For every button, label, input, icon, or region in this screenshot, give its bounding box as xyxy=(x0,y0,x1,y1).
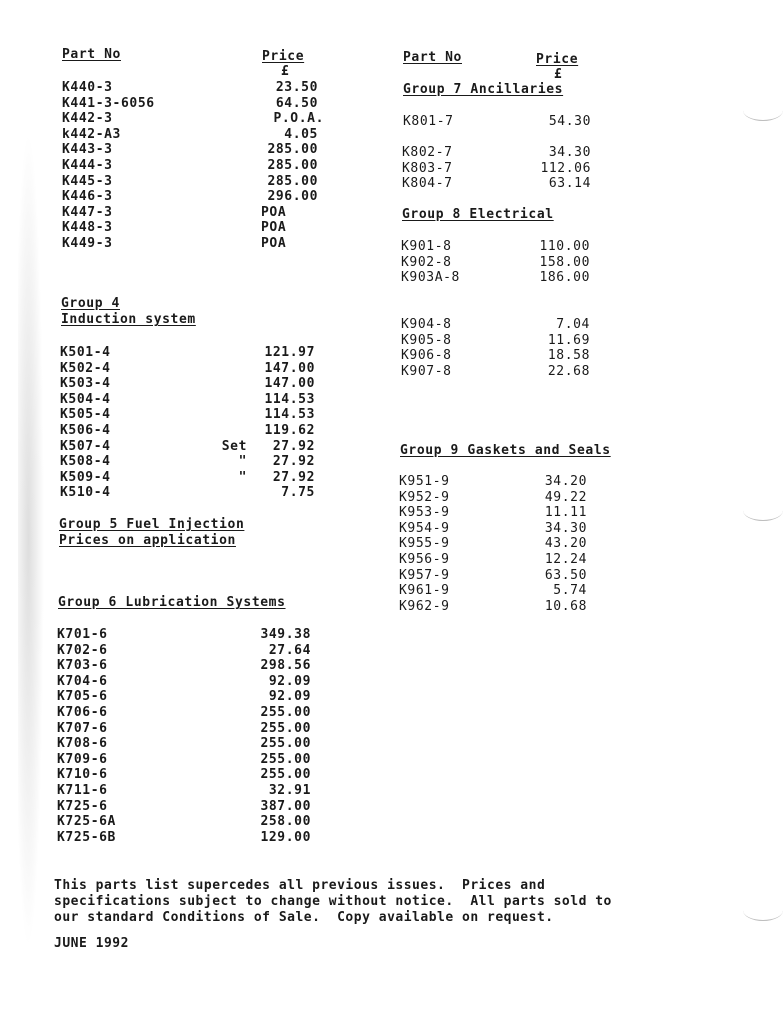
table-row xyxy=(57,674,311,689)
price: 112.06 xyxy=(540,160,591,176)
price: 296.00 xyxy=(267,189,318,205)
part-number: k442-A3 xyxy=(62,126,121,142)
table-row xyxy=(57,689,311,704)
part-number: K708-6 xyxy=(57,736,108,752)
table-row xyxy=(399,490,587,505)
price: 285.00 xyxy=(267,158,318,173)
price: 92.09 xyxy=(268,689,311,705)
part-number: K447-3 xyxy=(62,204,113,220)
table-row xyxy=(60,361,315,376)
price: 158.00 xyxy=(539,254,590,270)
price: POA xyxy=(261,204,287,220)
part-number: K961-9 xyxy=(399,583,450,599)
price: 186.00 xyxy=(539,270,590,286)
price: 110.00 xyxy=(539,239,590,254)
price: 27.92 xyxy=(272,469,315,485)
table-row xyxy=(62,189,318,204)
part-number: K962-9 xyxy=(399,598,450,614)
part-number: K725-6A xyxy=(57,814,116,830)
table-row xyxy=(399,536,587,551)
part-number: K951-9 xyxy=(399,474,450,489)
table-row xyxy=(401,317,590,332)
price: POA xyxy=(261,236,287,251)
table-row xyxy=(57,705,311,720)
part-number: K449-3 xyxy=(62,236,113,251)
part-number: K504-4 xyxy=(60,391,111,407)
table-row xyxy=(60,376,315,391)
table-row xyxy=(60,485,315,500)
price: 34.30 xyxy=(548,145,591,160)
table-row xyxy=(57,783,311,798)
part-number: K445-3 xyxy=(62,173,113,189)
part-number: K804-7 xyxy=(402,176,453,192)
part-number: K510-4 xyxy=(60,485,111,501)
table-row xyxy=(401,348,590,363)
part-number: K711-6 xyxy=(57,783,108,798)
table-row xyxy=(399,552,587,567)
part-number: K505-4 xyxy=(60,407,111,423)
part-number: K801-7 xyxy=(403,114,454,129)
price: 255.00 xyxy=(260,736,311,752)
table-row xyxy=(399,583,587,598)
part-number: K905-8 xyxy=(401,332,452,348)
table-row xyxy=(60,392,315,407)
left-header-part-no: Part No xyxy=(62,47,121,62)
table-row xyxy=(57,799,311,814)
part-number: K710-6 xyxy=(57,767,108,783)
right-header-currency: £ xyxy=(554,67,563,82)
price: 298.56 xyxy=(260,658,311,674)
price: 147.00 xyxy=(264,376,315,392)
table-row xyxy=(57,643,311,658)
part-number: K904-8 xyxy=(401,317,452,332)
table-row xyxy=(401,270,590,285)
part-number: K954-9 xyxy=(399,520,450,536)
table-row xyxy=(399,568,587,583)
part-number: K703-6 xyxy=(57,658,108,674)
price-note: " xyxy=(238,454,247,470)
table-row xyxy=(399,521,587,536)
price: 285.00 xyxy=(267,142,318,158)
price: 7.75 xyxy=(281,485,315,501)
part-number: K725-6B xyxy=(57,829,116,845)
part-number: K444-3 xyxy=(62,158,113,173)
punch-hole-mark xyxy=(743,500,783,521)
table-row xyxy=(57,767,311,782)
scan-shadow xyxy=(0,0,40,1024)
right-header-price: Price xyxy=(536,52,579,67)
part-number: K956-9 xyxy=(399,552,450,567)
price: 23.50 xyxy=(275,80,318,95)
price: 11.69 xyxy=(547,332,590,348)
price: 258.00 xyxy=(260,814,311,830)
group-5-title: Group 5 Fuel Injection xyxy=(59,517,245,532)
price: 121.97 xyxy=(264,345,315,360)
table-row xyxy=(60,407,315,422)
table-row xyxy=(57,814,311,829)
price: 27.64 xyxy=(268,642,311,658)
price: 22.68 xyxy=(547,363,590,379)
part-number: K952-9 xyxy=(399,489,450,505)
part-number: K506-4 xyxy=(60,423,111,438)
part-number: K701-6 xyxy=(57,627,108,642)
price: 387.00 xyxy=(260,798,311,814)
price: 10.68 xyxy=(544,598,587,614)
price: 34.20 xyxy=(544,474,587,489)
part-number: K441-3-6056 xyxy=(62,95,155,111)
part-number: K443-3 xyxy=(62,142,113,158)
table-row xyxy=(62,142,318,157)
group-9-title: Group 9 Gaskets and Seals xyxy=(400,443,611,458)
left-header-price: Price xyxy=(262,49,305,64)
price: 63.50 xyxy=(544,567,587,583)
price: P.O.A. xyxy=(273,111,324,127)
price-note: " xyxy=(238,469,247,485)
price: 49.22 xyxy=(544,489,587,505)
price: 18.58 xyxy=(547,348,590,364)
table-row xyxy=(402,176,591,191)
table-row xyxy=(57,721,311,736)
table-row xyxy=(62,80,318,95)
table-row xyxy=(57,830,311,845)
table-row xyxy=(401,333,590,348)
part-number: K503-4 xyxy=(60,376,111,392)
footer-notice: This parts list supercedes all previous issues. Prices and specifications subject to change without notice. All parts sold to our standard Conditions of Sale. Copy available on request. xyxy=(54,878,612,925)
group-5-note: Prices on application xyxy=(59,533,236,548)
price: 64.50 xyxy=(275,95,318,111)
table-row xyxy=(62,205,318,220)
part-number: K442-3 xyxy=(62,111,113,127)
table-row xyxy=(62,96,318,111)
table-row xyxy=(401,364,590,379)
table-row xyxy=(401,255,590,270)
part-number: K955-9 xyxy=(399,536,450,552)
group-8-title: Group 8 Electrical xyxy=(402,207,554,222)
price: 32.91 xyxy=(268,783,311,798)
price: 147.00 xyxy=(264,360,315,376)
group-4-subtitle: Induction system xyxy=(61,312,196,327)
price: 349.38 xyxy=(260,627,311,642)
price: 11.11 xyxy=(544,505,587,521)
part-number: K707-6 xyxy=(57,720,108,736)
punch-hole-mark xyxy=(743,900,783,921)
table-row xyxy=(60,423,315,438)
group-7-title: Group 7 Ancillaries xyxy=(403,82,564,97)
table-row xyxy=(60,439,315,454)
price: 285.00 xyxy=(267,173,318,189)
table-row xyxy=(62,111,324,127)
table-row xyxy=(62,174,318,189)
part-number: K802-7 xyxy=(402,145,453,160)
part-number: K508-4 xyxy=(60,454,111,470)
price: 27.92 xyxy=(272,454,315,470)
price: 255.00 xyxy=(260,767,311,783)
part-number: K725-6 xyxy=(57,798,108,814)
part-number: K957-9 xyxy=(399,567,450,583)
price: 34.30 xyxy=(544,520,587,536)
group-4-title: Group 4 xyxy=(61,296,120,311)
part-number: K448-3 xyxy=(62,220,113,236)
table-row xyxy=(57,752,311,767)
part-number: K446-3 xyxy=(62,189,113,205)
table-row xyxy=(57,658,311,673)
part-number: K704-6 xyxy=(57,673,108,689)
part-number: K803-7 xyxy=(402,160,453,176)
part-number: K509-4 xyxy=(60,469,111,485)
price: 63.14 xyxy=(548,176,591,192)
punch-hole-mark xyxy=(743,100,783,121)
table-row xyxy=(60,454,315,469)
table-row xyxy=(403,114,591,129)
part-number: K906-8 xyxy=(401,348,452,364)
price: POA xyxy=(261,220,287,236)
part-number: K705-6 xyxy=(57,689,108,705)
price: 12.24 xyxy=(544,552,587,567)
price: 7.04 xyxy=(556,317,590,332)
table-row xyxy=(62,158,318,173)
part-number: K902-8 xyxy=(401,254,452,270)
table-row xyxy=(399,474,587,489)
price: 27.92 xyxy=(272,438,315,454)
price: 114.53 xyxy=(264,407,315,423)
price: 5.74 xyxy=(553,583,587,599)
part-number: K502-4 xyxy=(60,360,111,376)
part-number: K901-8 xyxy=(401,239,452,254)
part-number: K953-9 xyxy=(399,505,450,521)
table-row xyxy=(401,239,590,254)
part-number: K702-6 xyxy=(57,642,108,658)
price: 54.30 xyxy=(548,114,591,129)
part-number: K501-4 xyxy=(60,345,111,360)
table-row xyxy=(62,220,318,235)
part-number: K709-6 xyxy=(57,751,108,767)
right-header-part-no: Part No xyxy=(403,50,462,65)
table-row xyxy=(60,345,315,360)
price: 255.00 xyxy=(260,751,311,767)
table-row xyxy=(60,470,315,485)
left-header-currency: £ xyxy=(281,64,290,79)
part-number: K706-6 xyxy=(57,705,108,720)
footer-date: JUNE 1992 xyxy=(54,936,129,951)
price: 129.00 xyxy=(260,829,311,845)
part-number: K440-3 xyxy=(62,80,113,95)
price: 255.00 xyxy=(260,705,311,720)
table-row xyxy=(402,145,591,160)
price: 4.05 xyxy=(284,126,318,142)
table-row xyxy=(399,505,587,520)
group-6-title: Group 6 Lubrication Systems xyxy=(58,595,286,610)
part-number: K903A-8 xyxy=(401,270,460,286)
table-row xyxy=(57,627,311,642)
price: 119.62 xyxy=(264,423,315,438)
table-row xyxy=(62,236,318,251)
table-row xyxy=(57,736,311,751)
price: 255.00 xyxy=(260,720,311,736)
part-number: K507-4 xyxy=(60,438,111,454)
price: 114.53 xyxy=(264,391,315,407)
table-row xyxy=(399,599,587,614)
price-note: Set xyxy=(221,438,247,454)
table-row xyxy=(62,127,318,142)
table-row xyxy=(402,161,591,176)
price: 43.20 xyxy=(544,536,587,552)
part-number: K907-8 xyxy=(401,363,452,379)
price: 92.09 xyxy=(268,673,311,689)
